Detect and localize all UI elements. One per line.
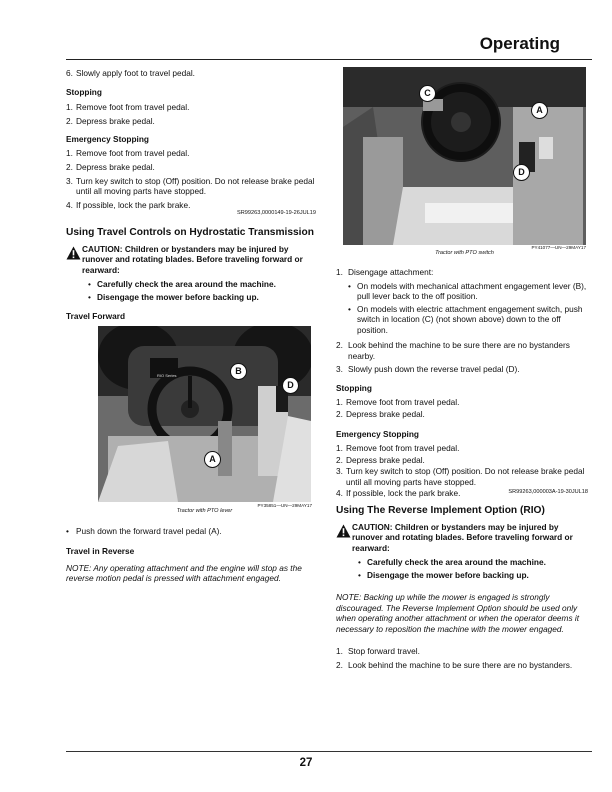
list-item: 2. Depress brake pedal.: [66, 162, 155, 173]
photo-id: PY35851—UN—29MAY17: [257, 503, 312, 508]
step-6: 6. Slowly apply foot to travel pedal.: [66, 68, 195, 78]
list-item: 3. Turn key switch to stop (Off) position. Do not release brake pedal until all moving parts have stopped.: [66, 176, 315, 197]
list-item: 4. If possible, lock the park brake.: [66, 200, 191, 211]
left-bottom-text: [66, 526, 316, 584]
callout-a: A: [531, 102, 548, 119]
emergency-heading: Emergency Stopping: [66, 134, 149, 145]
caution-text: CAUTION: Children or bystanders may be injured by runover and rotating blades. Before traveling forward or rearward:: [352, 522, 573, 553]
caution-block: [66, 244, 316, 305]
callout-d: D: [513, 164, 530, 181]
list-item: 2. Look behind the machine to be sure there are no bystanders nearby.: [336, 340, 570, 361]
list-item: 2. Look behind the machine to be sure there are no bystanders.: [336, 659, 573, 670]
caution-block: [336, 522, 588, 674]
callout-c: C: [419, 85, 436, 102]
list-item: 2. Depress brake pedal.: [336, 454, 425, 465]
list-item: 1. Remove foot from travel pedal.: [336, 397, 460, 408]
footer-rule: [66, 751, 592, 752]
left-top-text: [66, 68, 316, 214]
sr-code: SR99263,000003A-19-30JUL18: [508, 489, 588, 495]
warning-icon: [66, 246, 82, 275]
list-item: • On models with mechanical attachment engagement lever (B), pull lever back to the off position.: [348, 280, 587, 302]
page-number: 27: [299, 757, 313, 769]
warning-icon: [336, 524, 352, 553]
list-item: • Disengage the mower before backing up.: [358, 570, 529, 581]
sr-code: SR99263,0000149-19-26JUL19: [237, 210, 316, 216]
list-item: • Push down the forward travel pedal (A).: [66, 526, 222, 536]
section-title-rio: Using The Reverse Implement Option (RIO): [336, 505, 545, 516]
list-item: 2. Depress brake pedal.: [66, 115, 155, 126]
list-item: 3. Turn key switch to stop (Off) position. Do not release brake pedal until all moving parts have stopped.: [336, 466, 585, 487]
list-item: 3. Slowly push down the reverse travel pedal (D).: [336, 364, 520, 375]
callout-d: D: [282, 377, 299, 394]
list-item: • Disengage the mower before backing up.: [88, 292, 259, 303]
figure-caption: Tractor with PTO lever: [176, 508, 233, 514]
dash-label: RIO Series: [157, 373, 177, 378]
emergency-heading: Emergency Stopping: [336, 429, 419, 440]
figure-caption: Tractor with PTO switch: [435, 250, 494, 256]
tractor-pto-lever-photo: [98, 326, 311, 502]
list-item: 1. Disengage attachment:: [336, 267, 434, 277]
stopping-heading: Stopping: [336, 382, 372, 393]
note-text: NOTE: Backing up while the mower is engaged is strongly discouraged. The Reverse Implement Option should be used only when operating another attachment or when the operator deems it necessary to reposition the machine with the mower engaged.: [336, 592, 580, 634]
note-text: NOTE: Any operating attachment and the engine will stop as the reverse motion pedal is pressed with attachment engaged.: [66, 562, 302, 584]
travel-reverse-heading: Travel in Reverse: [66, 546, 135, 557]
list-item: 1. Remove foot from travel pedal.: [336, 443, 460, 454]
list-item: 4. If possible, lock the park brake.: [336, 488, 461, 499]
caution-text: CAUTION: Children or bystanders may be injured by runover and rotating blades. Before traveling forward or rearward:: [82, 244, 303, 275]
stopping-heading: Stopping: [66, 87, 102, 98]
section-title-hydrostatic: Using Travel Controls on Hydrostatic Transmission: [66, 227, 314, 238]
list-item: 1. Remove foot from travel pedal.: [66, 101, 190, 112]
list-item: 2. Depress brake pedal.: [336, 408, 425, 419]
callout-b: B: [230, 363, 247, 380]
list-item: 1. Remove foot from travel pedal.: [66, 148, 190, 159]
right-text: [336, 267, 588, 499]
list-item: • Carefully check the area around the machine.: [88, 279, 276, 290]
callout-a: A: [204, 451, 221, 468]
list-item: 1. Stop forward travel.: [336, 646, 420, 657]
travel-forward-heading: Travel Forward: [66, 311, 126, 321]
list-item: • On models with electric attachment engagement switch, push switch in location (C) (not shown above) down to the off position.: [348, 304, 583, 335]
header-rule: [66, 59, 592, 60]
list-item: • Carefully check the area around the machine.: [358, 557, 546, 568]
tractor-pto-switch-photo: [343, 67, 586, 245]
page-title: Operating: [479, 34, 560, 53]
photo-id: PY41077—UN—29MAY17: [531, 245, 586, 250]
